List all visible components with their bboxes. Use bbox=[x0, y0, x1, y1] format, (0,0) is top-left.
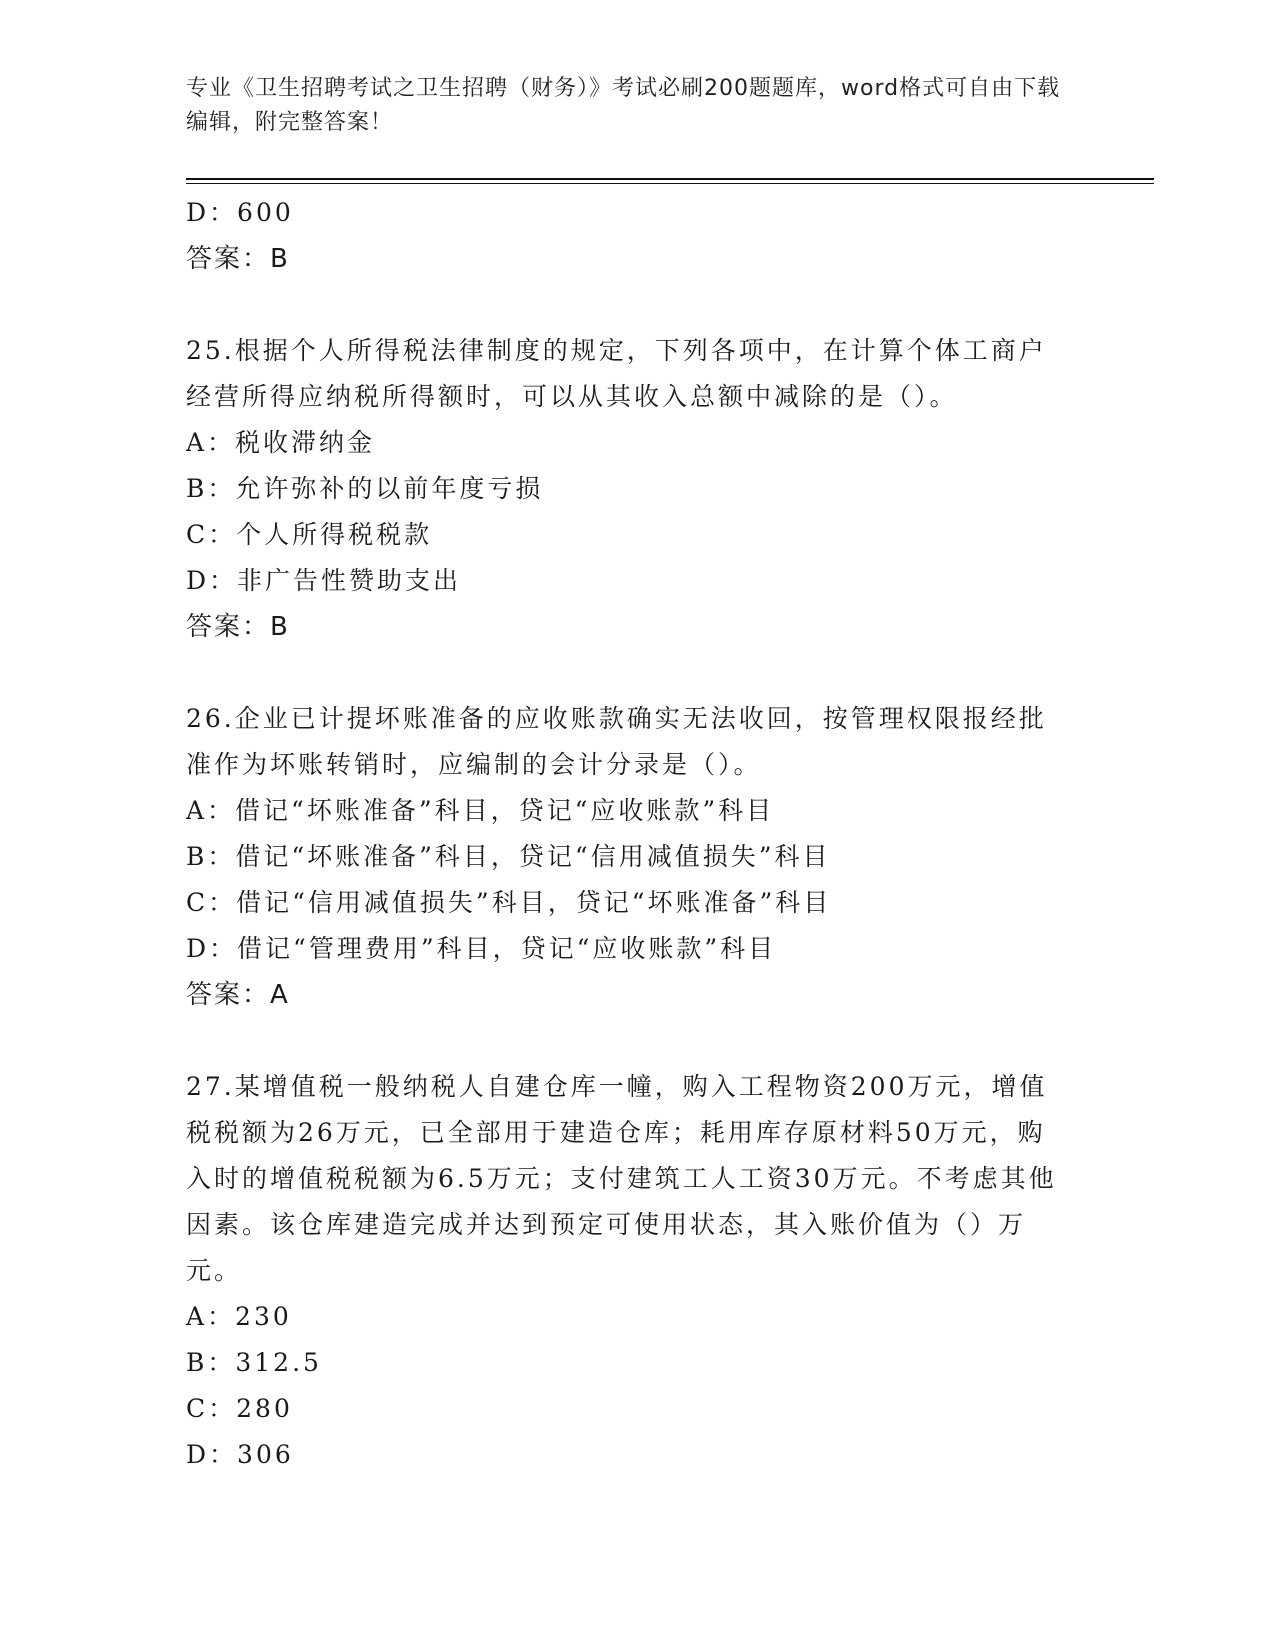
option-b: B：借记“坏账准备”科目，贷记“信用减值损失”科目 bbox=[186, 842, 831, 871]
question-stem: 27.某增值税一般纳税人自建仓库一幢，购入工程物资200万元，增值税税额为26万元，已全部用于建造仓库；耗用库存原材料50万元，购入时的增值税税额为6.5万元；支付建筑工人工资30万元。不考虑其他因素。该仓库建造完成并达到预定可使用状态，其入账价值为（）万元。 bbox=[186, 1072, 1057, 1285]
question-25 bbox=[186, 328, 1086, 650]
option-c: C：借记“信用减值损失”科目，贷记“坏账准备”科目 bbox=[186, 888, 832, 917]
option-d-prev: D：600 bbox=[186, 198, 294, 227]
option-c: C：个人所得税税款 bbox=[186, 520, 433, 549]
question-stem: 25.根据个人所得税法律制度的规定，下列各项中，在计算个体工商户经营所得应纳税所得额时，可以从其收入总额中减除的是（）。 bbox=[186, 336, 1047, 411]
option-a: A：230 bbox=[186, 1302, 292, 1331]
spacer bbox=[186, 282, 1086, 328]
spacer bbox=[186, 650, 1086, 696]
document-body bbox=[186, 190, 1086, 1478]
option-c: C：280 bbox=[186, 1394, 293, 1423]
question-27 bbox=[186, 1064, 1086, 1478]
option-b: B：312.5 bbox=[186, 1348, 322, 1377]
answer: 答案：A bbox=[186, 980, 290, 1010]
document-header bbox=[186, 72, 1066, 140]
option-d: D：非广告性赞助支出 bbox=[186, 566, 462, 595]
option-d: D：借记“管理费用”科目，贷记“应收账款”科目 bbox=[186, 934, 777, 963]
question-26 bbox=[186, 696, 1086, 1018]
option-d: D：306 bbox=[186, 1440, 294, 1469]
answer: 答案：B bbox=[186, 612, 290, 642]
answer-prev: 答案：B bbox=[186, 244, 290, 274]
option-a: A：借记“坏账准备”科目，贷记“应收账款”科目 bbox=[186, 796, 775, 825]
option-b: B：允许弥补的以前年度亏损 bbox=[186, 474, 544, 503]
header-text: 专业《卫生招聘考试之卫生招聘（财务）》考试必刷200题题库，word格式可自由下载编辑，附完整答案！ bbox=[186, 76, 1061, 135]
spacer bbox=[186, 1018, 1086, 1064]
header-divider-thick bbox=[186, 178, 1154, 180]
header-divider-thin bbox=[186, 183, 1154, 184]
question-stem: 26.企业已计提坏账准备的应收账款确实无法收回，按管理权限报经批准作为坏账转销时，应编制的会计分录是（）。 bbox=[186, 704, 1047, 779]
option-a: A：税收滞纳金 bbox=[186, 428, 376, 457]
